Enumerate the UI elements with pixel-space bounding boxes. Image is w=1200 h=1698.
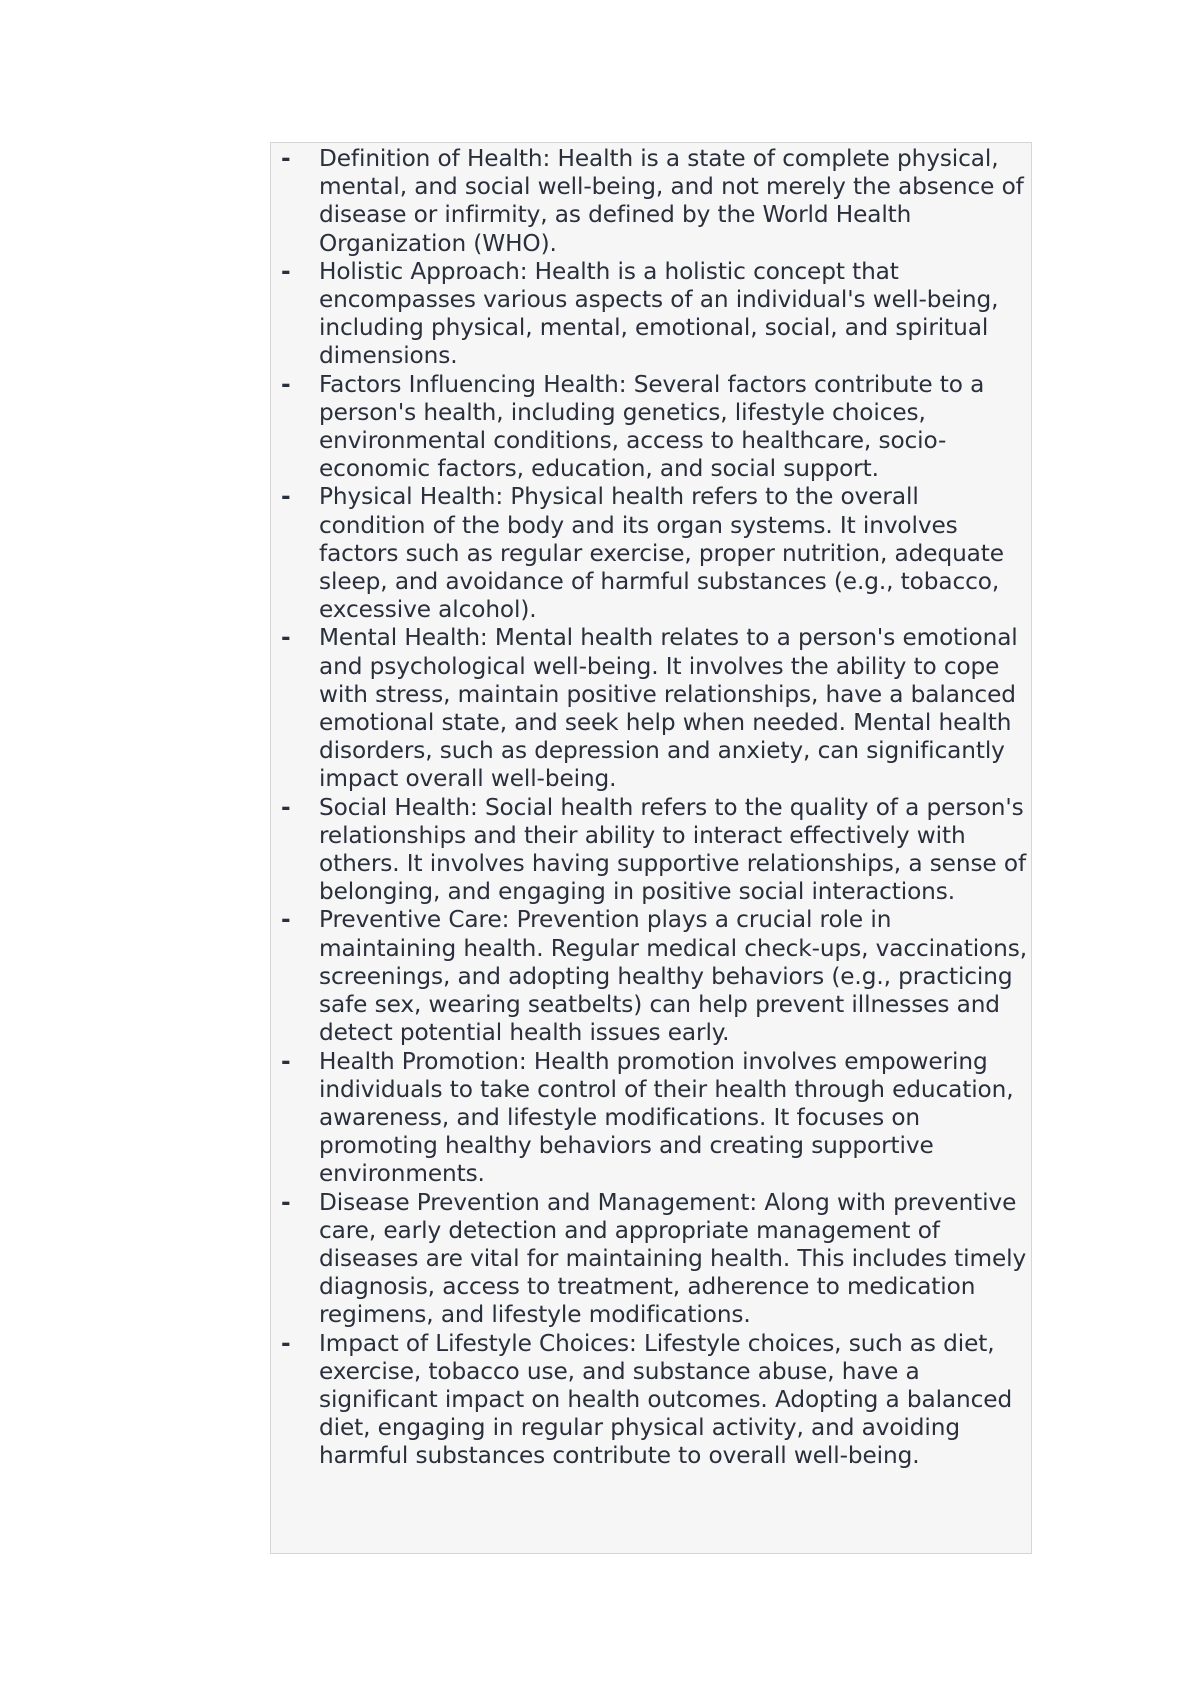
list-item-text: Preventive Care: Prevention plays a crucial role in maintaining health. Regular medical check-ups, vaccinations, screenings, and adopting healthy behaviors (e.g., practicing safe sex, wearing seatbelts) can help prevent illnesses and detect potential health issues early.	[319, 906, 1027, 1047]
bullet-dash-icon: -	[281, 1329, 291, 1357]
bullet-dash-icon: -	[281, 793, 291, 821]
list-item	[271, 624, 1031, 793]
list-item	[271, 794, 1031, 907]
list-item	[271, 483, 1031, 624]
list-item-text: Physical Health: Physical health refers to the overall condition of the body and its organ systems. It involves factors such as regular exercise, proper nutrition, adequate sleep, and avoidance of harmful substances (e.g., tobacco, excessive alcohol).	[319, 483, 1004, 624]
bullet-list	[271, 145, 1031, 1471]
bullet-dash-icon: -	[281, 1047, 291, 1075]
list-item	[271, 1048, 1031, 1189]
list-item-text: Impact of Lifestyle Choices: Lifestyle choices, such as diet, exercise, tobacco use, and substance abuse, have a significant impact on health outcomes. Adopting a balanced diet, engaging in regular physical activity, and avoiding harmful substances contribute to overall well-being.	[319, 1329, 1013, 1470]
list-item	[271, 258, 1031, 371]
list-item	[271, 906, 1031, 1047]
bullet-dash-icon: -	[281, 906, 291, 934]
bullet-dash-icon: -	[281, 483, 291, 511]
list-item	[271, 145, 1031, 258]
bullet-dash-icon: -	[281, 257, 291, 285]
list-item-text: Factors Influencing Health: Several factors contribute to a person's health, including genetics, lifestyle choices, environmental conditions, access to healthcare, socio-economic factors, education, and social support.	[319, 370, 985, 483]
list-item-text: Definition of Health: Health is a state of complete physical, mental, and social well-being, and not merely the absence of disease or infirmity, as defined by the World Health Organization (WHO).	[319, 145, 1024, 257]
list-item	[271, 371, 1031, 484]
list-item-text: Social Health: Social health refers to the quality of a person's relationships and their ability to interact effectively with others. It involves having supportive relationships, a sense of belonging, and engaging in positive social interactions.	[319, 793, 1027, 906]
list-item-text: Mental Health: Mental health relates to a person's emotional and psychological well-being. It involves the ability to cope with stress, maintain positive relationships, have a balanced emotional state, and seek help when needed. Mental health disorders, such as depression and anxiety, can significantly impact overall well-being.	[319, 624, 1018, 793]
bullet-dash-icon: -	[281, 624, 291, 652]
bullet-dash-icon: -	[281, 145, 291, 172]
list-item-text: Health Promotion: Health promotion involves empowering individuals to take control of their health through education, awareness, and lifestyle modifications. It focuses on promoting healthy behaviors and creating supportive environments.	[319, 1047, 1014, 1188]
list-item-text: Disease Prevention and Management: Along with preventive care, early detection and appropriate management of diseases are vital for maintaining health. This includes timely diagnosis, access to treatment, adherence to medication regimens, and lifestyle modifications.	[319, 1188, 1027, 1329]
list-item-text: Holistic Approach: Health is a holistic concept that encompasses various aspects of an individual's well-being, including physical, mental, emotional, social, and spiritual dimensions.	[319, 257, 999, 370]
bullet-dash-icon: -	[281, 1188, 291, 1216]
list-item	[271, 1330, 1031, 1471]
health-notes-box	[270, 142, 1032, 1554]
bullet-dash-icon: -	[281, 370, 291, 398]
list-item	[271, 1189, 1031, 1330]
